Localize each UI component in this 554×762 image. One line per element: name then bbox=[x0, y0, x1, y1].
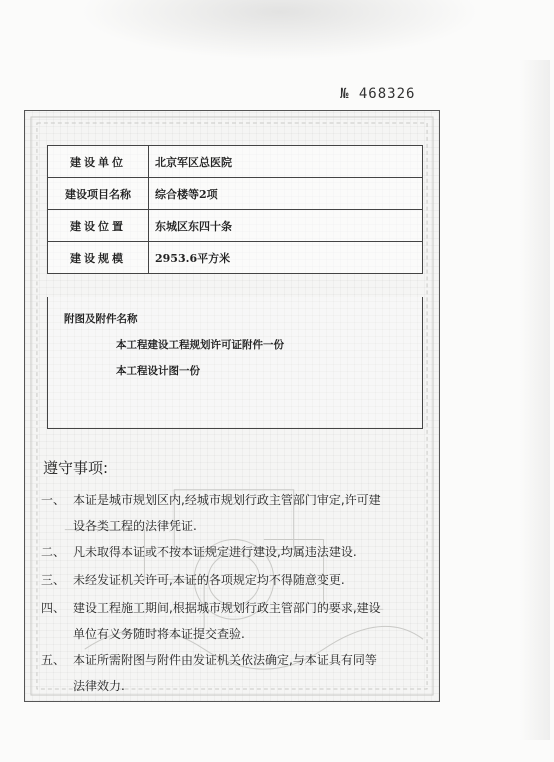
rule-number: 一、 bbox=[41, 493, 66, 507]
rule-number: 二、 bbox=[41, 545, 66, 559]
table-row bbox=[48, 178, 423, 210]
row-label: 建设单位 bbox=[48, 146, 149, 178]
scan-smudge bbox=[80, 0, 480, 60]
rule-text-continued: 设各类工程的法律凭证. bbox=[73, 519, 197, 533]
attachments-box bbox=[47, 297, 423, 429]
rule-item bbox=[41, 595, 431, 647]
row-value: 2953.6平方米 bbox=[149, 242, 423, 274]
rule-number: 四、 bbox=[41, 601, 66, 615]
attachments-title: 附图及附件名称 bbox=[64, 313, 138, 325]
project-info-table bbox=[47, 145, 423, 274]
row-value: 北京军区总医院 bbox=[149, 146, 423, 178]
attachment-item: 本工程建设工程规划许可证附件一份 bbox=[116, 339, 284, 351]
row-label: 建设位置 bbox=[48, 210, 149, 242]
row-value: 东城区东四十条 bbox=[149, 210, 423, 242]
row-label: 建设项目名称 bbox=[48, 178, 149, 210]
rules-title: 遵守事项: bbox=[43, 459, 109, 477]
rule-text-continued: 法律效力. bbox=[73, 679, 125, 693]
row-label: 建设规模 bbox=[48, 242, 149, 274]
rule-text: 建设工程施工期间,根据城市规划行政主管部门的要求,建设 bbox=[73, 601, 381, 615]
table-row bbox=[48, 146, 423, 178]
certificate-frame bbox=[24, 110, 440, 702]
rule-item bbox=[41, 647, 431, 699]
table-row bbox=[48, 242, 423, 274]
rule-text: 本证所需附图与附件由发证机关依法确定,与本证具有同等 bbox=[73, 653, 377, 667]
rule-text-continued: 单位有义务随时将本证提交查验. bbox=[73, 627, 245, 641]
scan-edge-shadow bbox=[520, 60, 550, 740]
attachment-item: 本工程设计图一份 bbox=[116, 365, 200, 377]
rule-item bbox=[41, 487, 431, 539]
rule-item bbox=[41, 567, 431, 593]
rule-number: 三、 bbox=[41, 573, 66, 587]
table-row bbox=[48, 210, 423, 242]
rule-item bbox=[41, 539, 431, 565]
row-value: 综合楼等2项 bbox=[149, 178, 423, 210]
rule-number: 五、 bbox=[41, 653, 66, 667]
rule-text: 未经发证机关许可,本证的各项规定均不得随意变更. bbox=[73, 573, 345, 587]
rule-text: 本证是城市规划区内,经城市规划行政主管部门审定,许可建 bbox=[73, 493, 381, 507]
serial-number: № 468326 bbox=[340, 86, 416, 102]
rule-text: 凡未取得本证或不按本证规定进行建设,均属违法建设. bbox=[73, 545, 357, 559]
